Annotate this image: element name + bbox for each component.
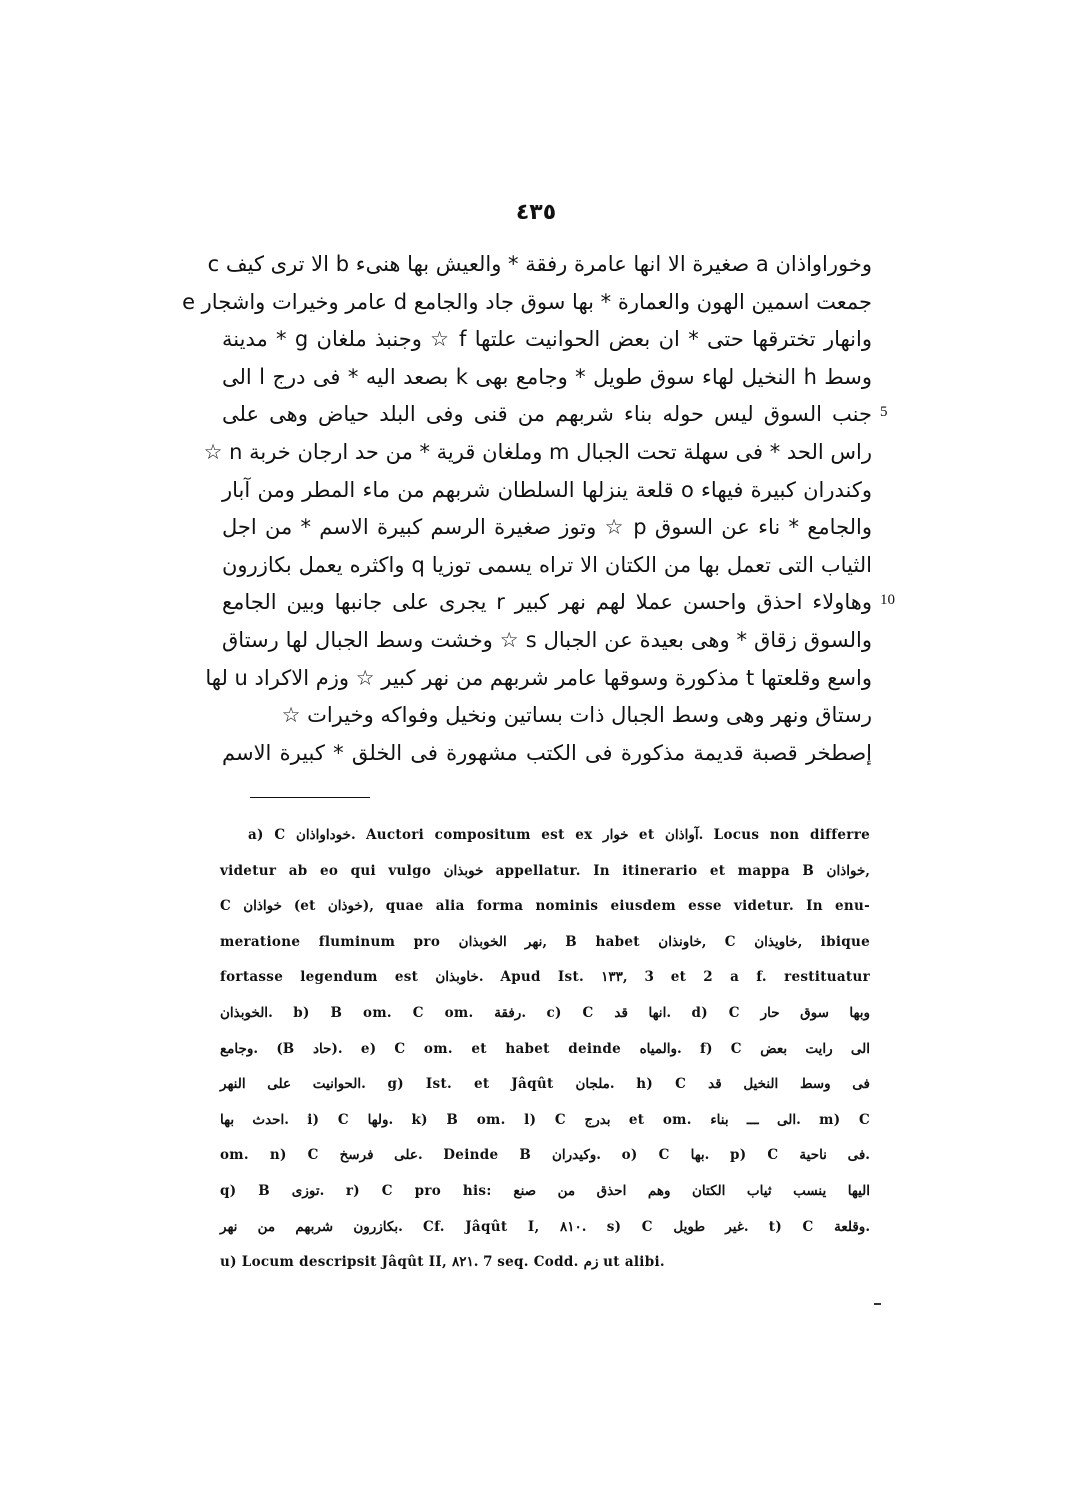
text-line: إصطخر قصبة قديمة مذكورة فى الكتب مشهورة فى الخلق * كبيرة الاسم [222,740,872,765]
text-line: والسوق زقاق * وهى بعيدة عن الجبال s ☆ وخشت وسط الجبال لها رستاق [222,627,872,652]
footnote-line: om. n) C على فرسخ. Deinde B وكيدران. o) C بها. p) C فى ناحية. [220,1147,870,1164]
footnote-line: a) C خوداواذان. Auctori compositum est ex خوار et آواذان. Locus non differre [248,827,870,843]
text-line: والجامع * ناء عن السوق p ☆ وتوز صغيرة الرسم كبيرة الاسم * من اجل [222,515,873,540]
footnote-line: الخوبذان. b) B om. C om. رفقة. c) C انها قد. d) C وبها سوق حار [220,1004,871,1021]
text-line: رستاق ونهر وهى وسط الجبال ذات بساتين ونخيل وفواكه وخيرات ☆ [281,703,872,728]
text-line: وكندران كبيرة فيهاء o قلعة ينزلها السلطان شربهم من ماء المطر ومن آبار [222,477,873,502]
page-number: ٤٣٥ [515,200,557,225]
footnote-line: fortasse legendum est خاوبذان. Apud Ist. ١٣٣, 3 et 2 a f. restituatur [220,969,870,986]
text-line: الثياب التى تعمل بها من الكتان الا تراه يسمى توزيا q واكثره يعمل بكازرون [222,552,872,577]
footnote-separator [250,797,370,798]
main-text-block [182,246,873,772]
text-line: وخوراواذان a صغيرة الا انها عامرة رفقة * والعيش بها هنىء b الا ترى كيف c [207,252,872,276]
footnotes-block [220,818,870,1281]
text-line: وانهار تخترقها حتى * ان بعض الحوانيت علتها f ☆ وجنبذ ملغان g * مدينة [222,327,872,352]
footnote-line: بكازرون شربهم من نهر. Cf. Jâqût I, ٨١٠. s) C غير طويل. t) C وقلعة. [220,1218,871,1235]
text-line: وهاولاء احذق واحسن عملا لهم نهر كبير r يجرى على جانبها وبين الجامع [222,590,872,615]
footnote-line: videtur ab eo qui vulgo خوبذان appellatur. In itinerario et mappa B خواذان, [220,862,870,879]
footnote-line: u) Locum descripsit Jâqût II, ٨٢١. 7 seq. Codd. زم ut alibi. [220,1254,665,1271]
footnote-line: q) B توزى. r) C pro his: اليها ينسب ثياب الكتان وهم احذق من صنع [220,1182,871,1199]
footnote-line: احدث بها. i) C ولها. k) B om. l) C بدرج et om. الى ـــ بناء. m) C [220,1111,871,1128]
line-number: 10 [880,592,895,609]
text-line: واسع وقلعتها t مذكورة وسوقها عامر شربهم من نهر كبير ☆ وزم الاكراد u لها [205,665,872,690]
footnote-line: وجامع. (B حاد). e) C om. et habet deinde والمياه. f) C الى رايت بعض [220,1040,870,1057]
text-line: وسط h النخيل لهاء سوق طويل * وجامع بهى k بصعد اليه * فى درج l الى [222,364,872,389]
text-line: راس الحد * فى سهلة تحت الجبال m وملغان قرية * من حد ارجان خربة n ☆ [203,439,872,464]
line-number: 5 [880,404,888,421]
text-line: جنب السوق ليس حوله بناء شربهم من قنى وفى البلد حياض وهى على [222,402,872,427]
text-line: جمعت اسمين الهون والعمارة * بها سوق جاد والجامع d عامر وخيرات واشجار e [182,289,872,314]
footnote-line: C خواذان (et خوذان), quae alia forma nominis eiusdem esse videtur. In enu- [220,898,871,915]
footnote-line: meratione fluminum pro نهر الخوبذان, B habet خاونذان, C خاويذان, ibique [220,933,870,950]
footnote-line: الحوانيت على النهر. g) Ist. et Jâqût ملجان. h) C فى وسط النخيل قد [220,1076,870,1093]
page-mark [874,1303,881,1305]
